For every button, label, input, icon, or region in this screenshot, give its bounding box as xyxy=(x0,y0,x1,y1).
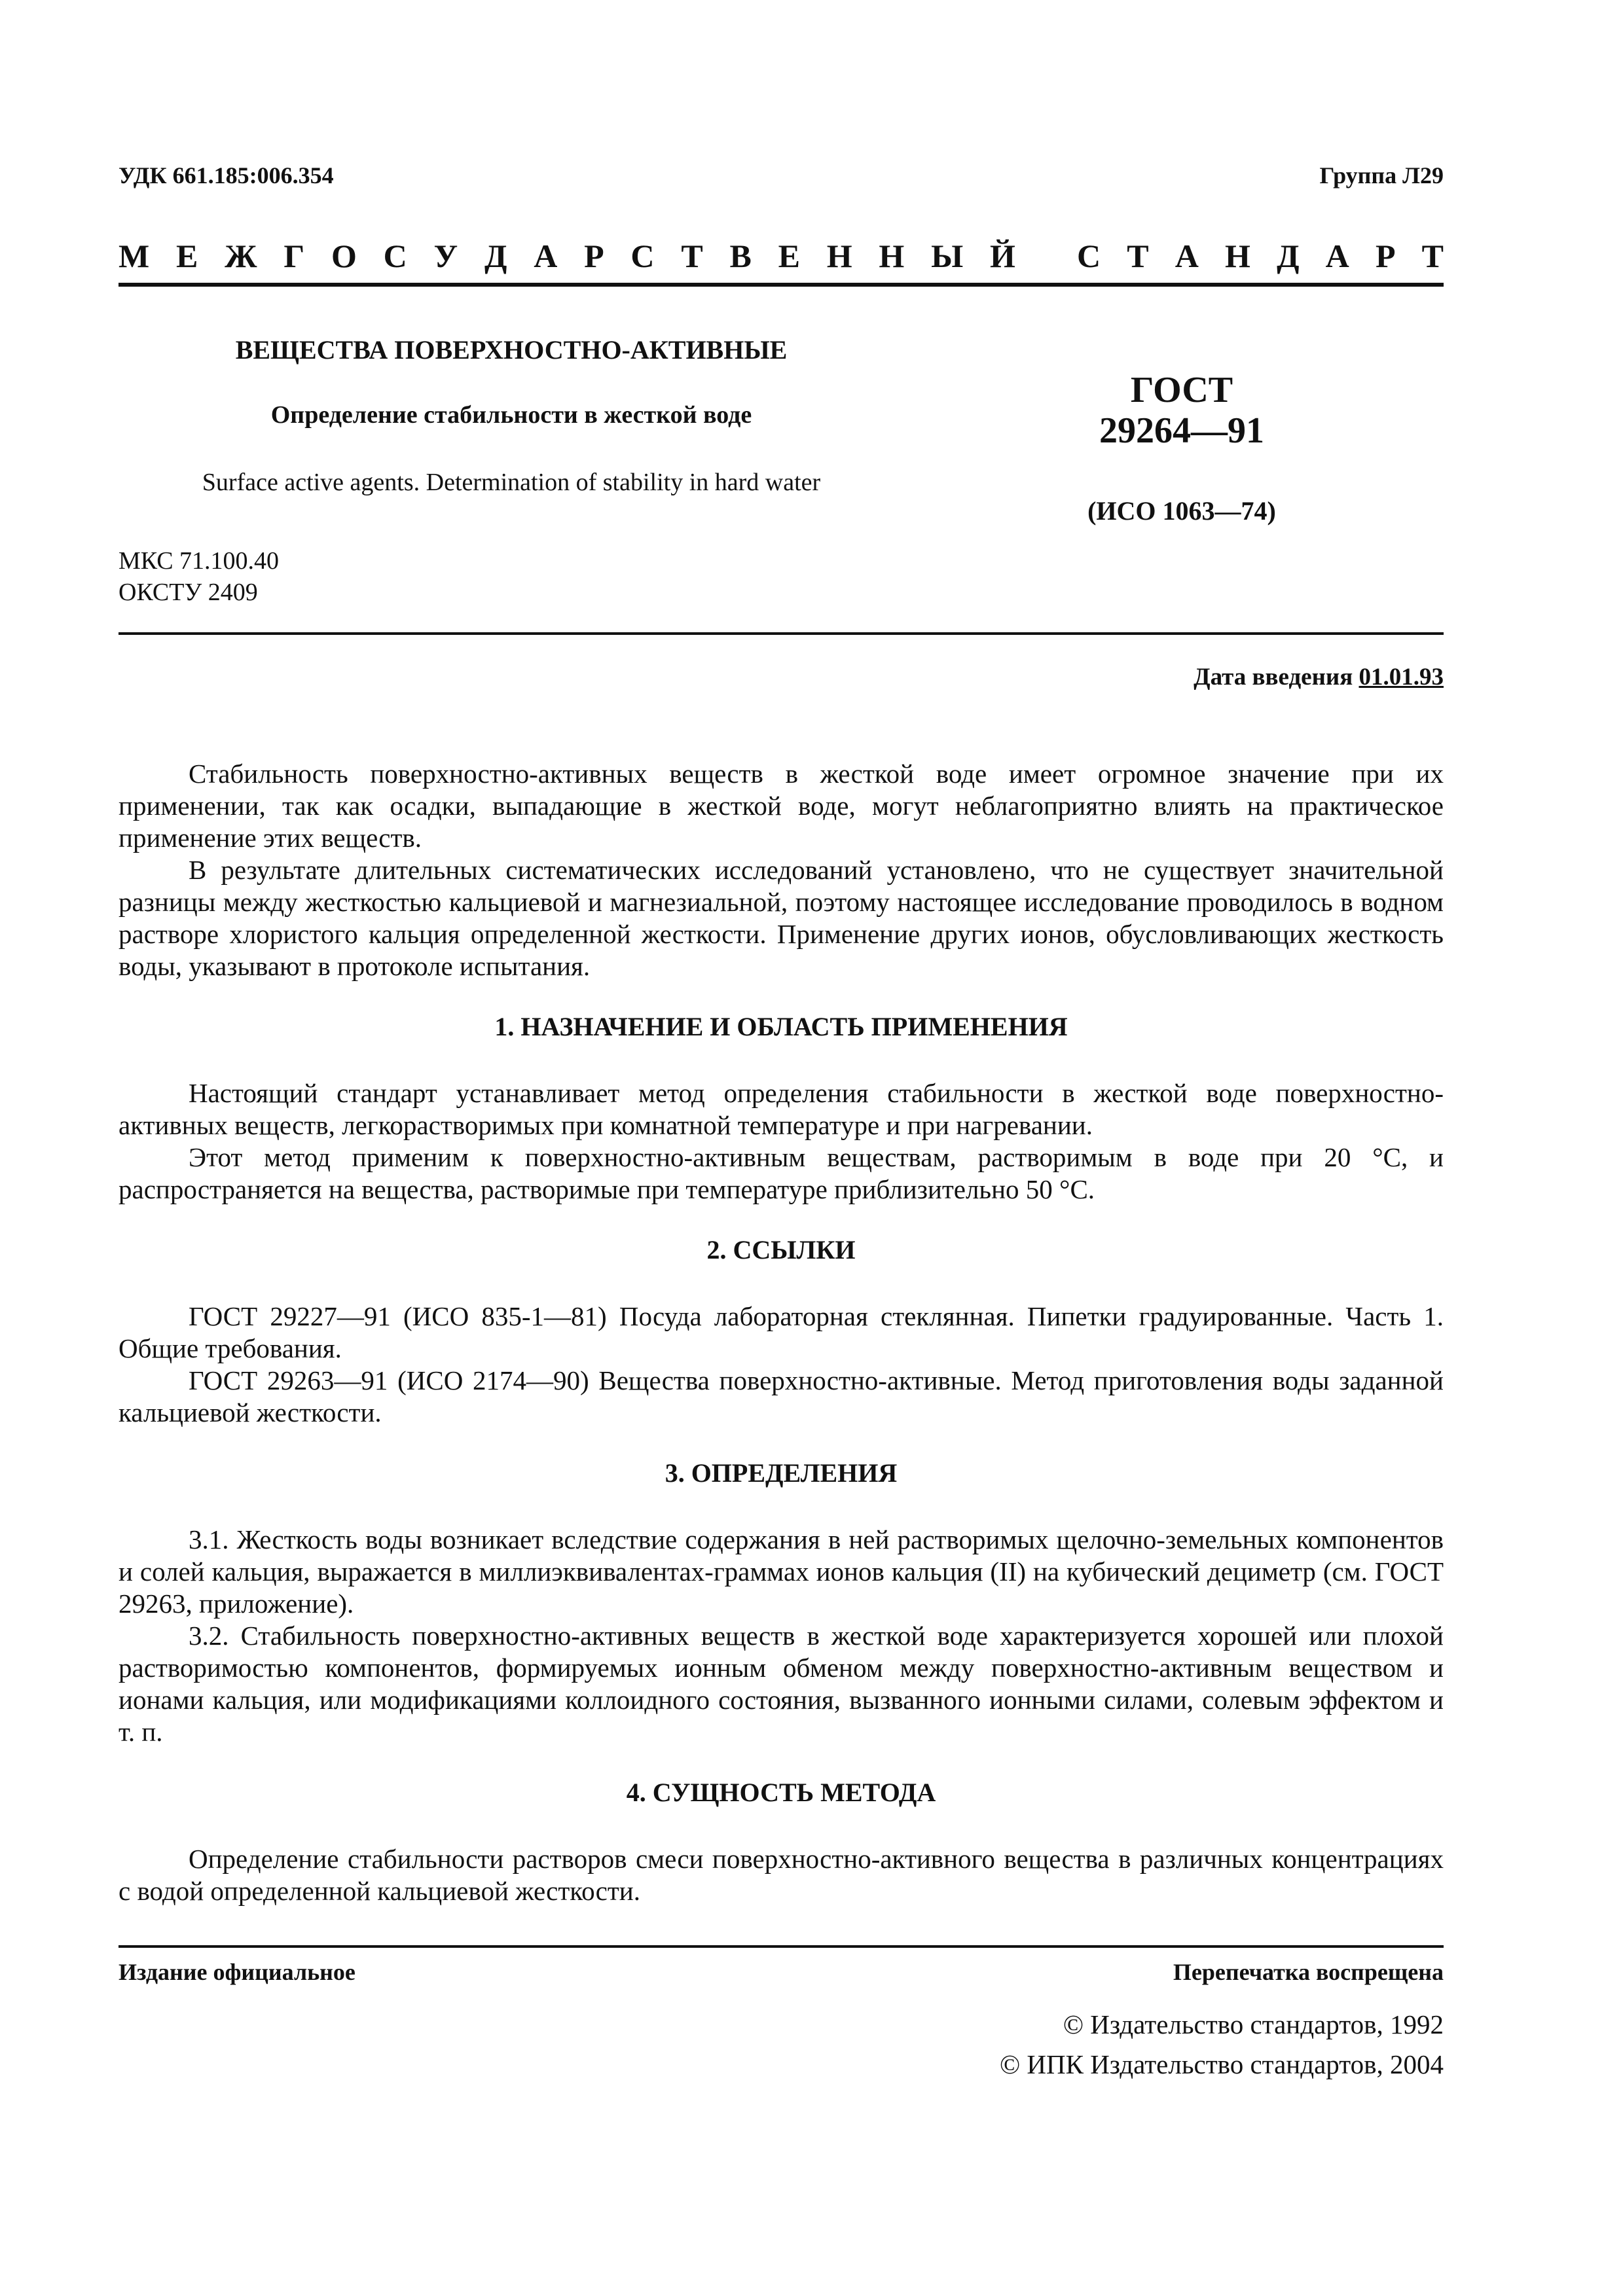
body-content xyxy=(119,758,1444,1907)
intro-date-label: Дата введения xyxy=(1194,664,1353,691)
section-heading: 2. ССЫЛКИ xyxy=(706,1235,856,1265)
banner-letter: Д xyxy=(484,238,507,274)
banner-letter: Н xyxy=(826,238,852,274)
standard-banner xyxy=(119,240,1444,272)
banner-letter: С xyxy=(1077,238,1101,274)
section-paragraph: Определение стабильности растворов смеси поверхностно-активного вещества в различных концентрациях с водой определенной кальциевой жесткости. xyxy=(119,1844,1444,1906)
official-edition: Издание официальное xyxy=(119,1959,356,1985)
banner-letter: Н xyxy=(1225,238,1250,274)
banner-letter: С xyxy=(630,238,655,274)
iso-reference: (ИСО 1063—74) xyxy=(1087,496,1276,526)
section-paragraph: Этот метод применим к поверхностно-активным веществам, растворимым в воде при 20 °С, и распространяется на вещества, растворимые при температуре приблизительно 50 °С. xyxy=(119,1142,1444,1204)
doc-english-title: Surface active agents. Determination of stability in hard water xyxy=(202,469,821,496)
banner-letter: А xyxy=(1175,238,1199,274)
banner-letter: У xyxy=(433,238,458,274)
banner-letter: Т xyxy=(1421,238,1444,274)
doc-subtitle: Определение стабильности в жесткой воде xyxy=(270,401,752,429)
banner-letter: М xyxy=(119,238,150,274)
banner-letter: Й xyxy=(990,238,1015,274)
intro-section xyxy=(119,758,1444,982)
mks-code: МКС 71.100.40 xyxy=(119,547,280,575)
banner-letter: А xyxy=(534,238,558,274)
section-heading: 4. СУЩНОСТЬ МЕТОДА xyxy=(626,1778,936,1807)
doc-title: ВЕЩЕСТВА ПОВЕРХНОСТНО-АКТИВНЫЕ xyxy=(235,335,788,365)
footer-rule xyxy=(119,1945,1444,1948)
intro-date xyxy=(1194,665,1444,689)
intro-paragraph: Стабильность поверхностно-активных веществ в жесткой воде имеет огромное значение при их применении, так как осадки, выпадающие в жесткой воде, могут неблагоприятно влиять на практическое применение этих веществ. xyxy=(119,759,1444,853)
banner-letter: Д xyxy=(1277,238,1300,274)
section-paragraph: 3.1. Жесткость воды возникает вследствие содержания в ней растворимых щелочно-земельных компонентов и солей кальция, выражается в миллиэквивалентах-граммах ионов кальция (II) на кубический дециметр (см. ГОСТ 29263, приложение). xyxy=(119,1524,1444,1619)
section-paragraph: ГОСТ 29227—91 (ИСО 835-1—81) Посуда лабораторная стеклянная. Пипетки градуированные. Часть 1. Общие требования. xyxy=(119,1301,1444,1363)
banner-letter: С xyxy=(383,238,407,274)
section-heading: 3. ОПРЕДЕЛЕНИЯ xyxy=(665,1458,898,1488)
banner-letter: Ж xyxy=(225,238,257,274)
banner-letter: Ы xyxy=(931,238,964,274)
banner-letter: Р xyxy=(1375,238,1396,274)
banner-letter: Е xyxy=(175,238,198,274)
section-paragraph: 3.2. Стабильность поверхностно-активных веществ в жесткой воде характеризуется хорошей или плохой растворимостью компонентов, формируемых ионным обменом между поверхностно-активным веществом и ионами кальция, или модификациями коллоидного состояния, вызванного ионными силами, солевым эффектом и т. п. xyxy=(119,1621,1444,1747)
reprint-notice: Перепечатка воспрещена xyxy=(1173,1959,1444,1985)
banner-letter: В xyxy=(729,238,752,274)
banner-letter: Р xyxy=(584,238,604,274)
banner-letter: Н xyxy=(879,238,905,274)
top-thick-rule xyxy=(119,283,1444,287)
copyright-line: © ИПК Издательство стандартов, 2004 xyxy=(999,2049,1444,2079)
section-paragraph: Настоящий стандарт устанавливает метод определения стабильности в жесткой воде поверхностно-активных веществ, легкорастворимых при комнатной температуре и при нагревании. xyxy=(119,1078,1444,1140)
udk-code: УДК 661.185:006.354 xyxy=(119,162,334,188)
intro-paragraph: В результате длительных систематических исследований установлено, что не существует значительной разницы между жесткостью кальциевой и магнезиальной, поэтому настоящее исследование проводилось в водном растворе хлористого кальция определенной жесткости. Применение других ионов, обусловливающих жесткость воды, указывают в протоколе испытания. xyxy=(119,855,1444,981)
gost-number: 29264—91 xyxy=(1099,410,1264,451)
title-rule xyxy=(119,632,1444,635)
banner-letter: А xyxy=(1325,238,1349,274)
banner-letter: О xyxy=(331,238,357,274)
intro-date-value: 01.01.93 xyxy=(1359,664,1444,691)
banner-letter: Т xyxy=(681,238,703,274)
banner-letter: Е xyxy=(778,238,800,274)
section-paragraph: ГОСТ 29263—91 (ИСО 2174—90) Вещества поверхностно-активные. Метод приготовления воды заданной кальциевой жесткости. xyxy=(119,1365,1444,1427)
banner-word-interstate xyxy=(119,240,1015,272)
banner-letter: Г xyxy=(283,238,305,274)
copyright-line: © Издательство стандартов, 1992 xyxy=(1063,2009,1444,2039)
section-heading: 1. НАЗНАЧЕНИЕ И ОБЛАСТЬ ПРИМЕНЕНИЯ xyxy=(494,1012,1068,1041)
group-code: Группа Л29 xyxy=(1319,162,1444,188)
banner-letter: Т xyxy=(1127,238,1149,274)
gost-label: ГОСТ xyxy=(1130,370,1233,410)
okstu-code: ОКСТУ 2409 xyxy=(119,579,258,606)
banner-word-standard xyxy=(1077,240,1444,272)
